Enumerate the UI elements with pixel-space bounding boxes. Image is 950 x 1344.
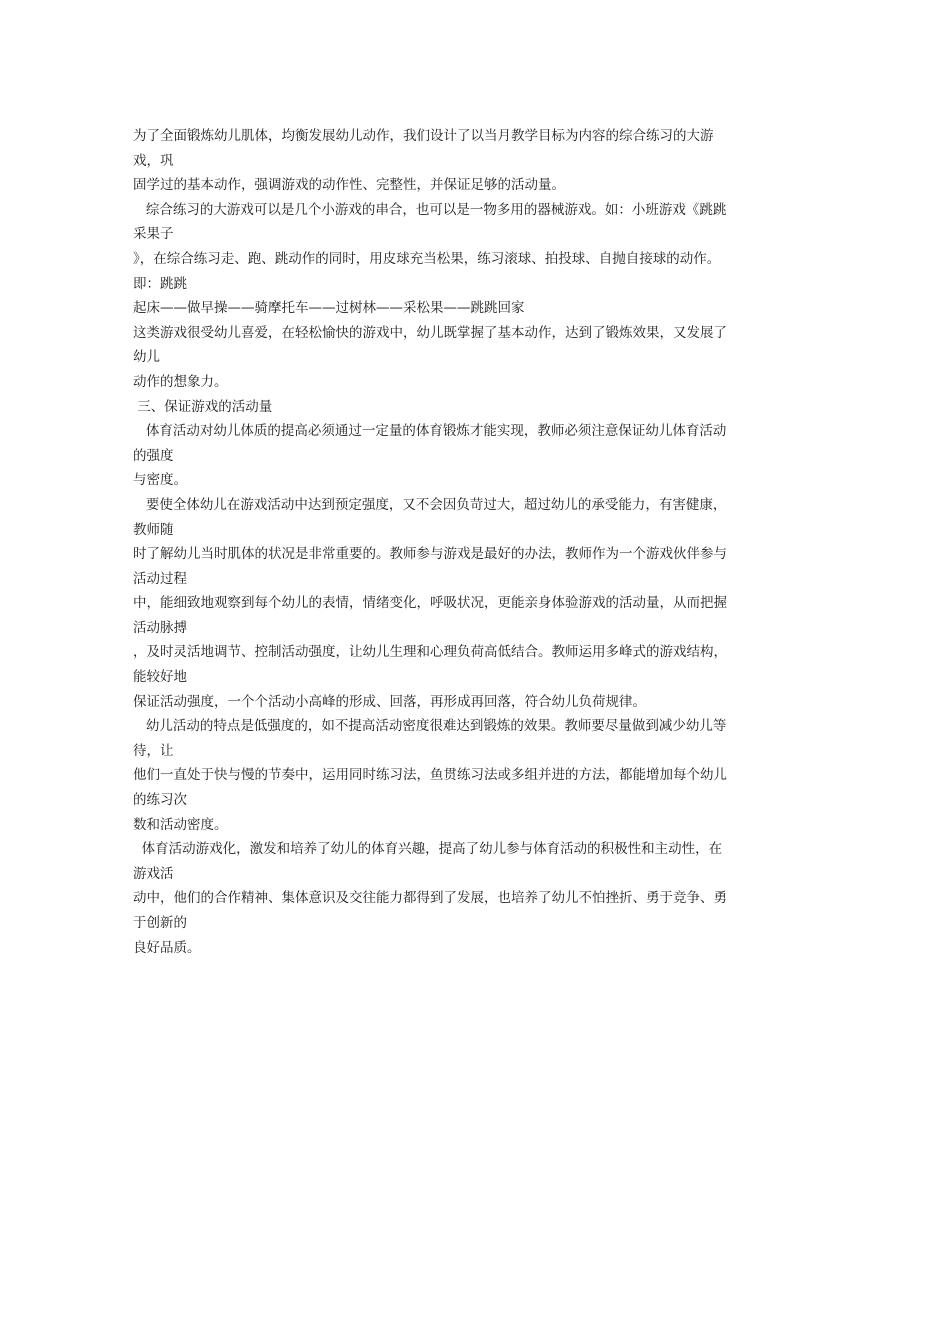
text-line: 时了解幼儿当时肌体的状况是非常重要的。教师参与游戏是最好的办法，教师作为一个游戏伙伴参与 (133, 546, 727, 563)
text-line: 的练习次 (133, 792, 187, 809)
text-line: 起床——做早操——骑摩托车——过树林——采松果——跳跳回家 (133, 300, 525, 317)
text-line: 幼儿 (133, 349, 160, 366)
text-line: 采果子 (133, 226, 174, 243)
text-line: 的强度 (133, 447, 174, 464)
text-line: 良好品质。 (133, 939, 201, 956)
text-line: ，及时灵活地调节、控制活动强度，让幼儿生理和心理负荷高低结合。教师运用多峰式的游戏结构， (133, 644, 727, 661)
text-line: 幼儿活动的特点是低强度的，如不提高活动密度很难达到锻炼的效果。教师要尽量做到减少幼儿等 (133, 718, 727, 735)
text-line: 教师随 (133, 521, 174, 538)
body-text (133, 124, 773, 960)
text-line: 待，让 (133, 742, 174, 759)
text-line: 动作的想象力。 (133, 373, 228, 390)
text-line: 戏，巩 (133, 152, 174, 169)
text-line: 动中，他们的合作精神、集体意识及交往能力都得到了发展，也培养了幼儿不怕挫折、勇于竞争、勇 (133, 890, 727, 907)
text-line: 要使全体幼儿在游戏活动中达到预定强度，又不会因负苛过大，超过幼儿的承受能力，有害健康， (133, 496, 727, 513)
text-line: 》，在综合练习走、跑、跳动作的同时，用皮球充当松果，练习滚球、拍投球、自抛自接球的动作。 (133, 250, 721, 267)
text-line: 体育活动游戏化，激发和培养了幼儿的体育兴趣，提高了幼儿参与体育活动的积极性和主动性，在 (133, 841, 723, 858)
text-line: 于创新的 (133, 915, 187, 931)
text-line: 体育活动对幼儿体质的提高必须通过一定量的体育锻炼才能实现，教师必须注意保证幼儿体育活动 (133, 423, 727, 440)
text-line: 综合练习的大游戏可以是几个小游戏的串合，也可以是一物多用的器械游戏。如：小班游戏《跳跳 (133, 201, 727, 218)
text-line: 他们一直处于快与慢的节奏中，运用同时练习法，鱼贯练习法或多组并进的方法，都能增加每个幼儿 (133, 767, 727, 784)
text-line: 这类游戏很受幼儿喜爱，在轻松愉快的游戏中，幼儿既掌握了基本动作，达到了锻炼效果，又发展了 (133, 324, 727, 341)
text-line: 活动过程 (133, 570, 187, 587)
text-line: 为了全面锻炼幼儿肌体，均衡发展幼儿动作，我们设计了以当月教学目标为内容的综合练习的大游 (133, 128, 714, 144)
text-line: 活动脉搏 (133, 619, 187, 636)
text-line: 固学过的基本动作，强调游戏的动作性、完整性，并保证足够的活动量。 (133, 177, 565, 194)
section-heading: 三、保证游戏的活动量 (133, 398, 273, 415)
text-line: 能较好地 (133, 669, 187, 686)
text-line: 游戏活 (133, 865, 174, 882)
text-line: 即：跳跳 (133, 275, 187, 292)
text-line: 保证活动强度，一个个活动小高峰的形成、回落，再形成再回落，符合幼儿负荷规律。 (133, 693, 646, 710)
text-line: 数和活动密度。 (133, 816, 228, 833)
text-line: 与密度。 (133, 472, 187, 489)
text-line: 中，能细致地观察到每个幼儿的表情，情绪变化，呼吸状况，更能亲身体验游戏的活动量，从而把握 (133, 595, 727, 612)
